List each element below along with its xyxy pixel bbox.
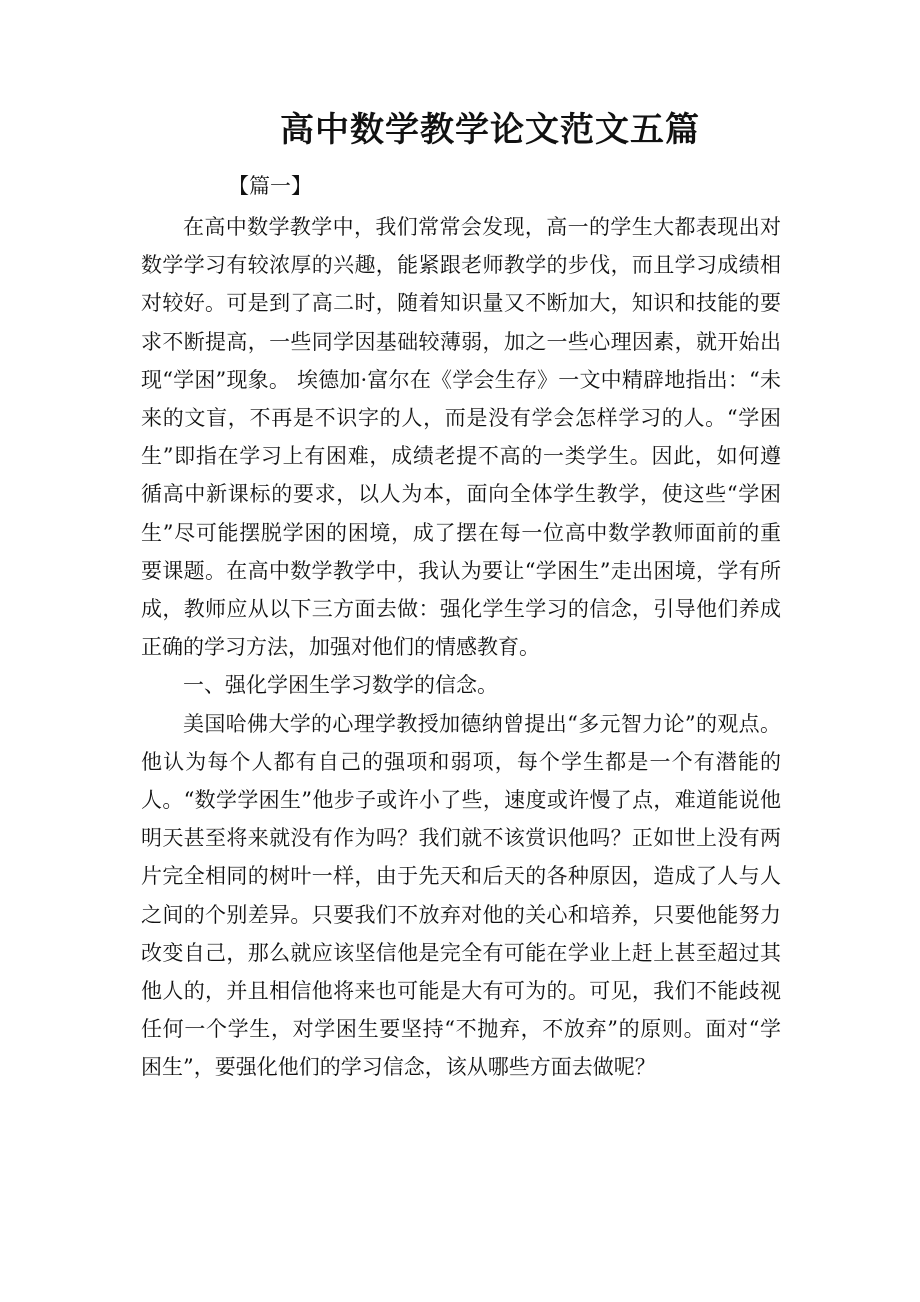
body-paragraph-belief: 美国哈佛大学的心理学教授加德纳曾提出“多元智力论”的观点。他认为每个人都有自己的强项和弱项，每个学生都是一个有潜能的人。“数学学困生”他步子或许小了些，速度或许慢了点，难道能说他明天甚至将来就没有作为吗？我们就不该赏识他吗？正如世上没有两片完全相同的树叶一样，由于先天和后天的各种原因，造成了人与人之间的个别差异。只要我们不放弃对他的关心和培养，只要他能努力改变自己，那么就应该坚信他是完全有可能在学业上赶上甚至超过其他人的，并且相信他将来也可能是大有可为的。可见，我们不能歧视任何一个学生，对学困生要坚持“不抛弃，不放弃”的原则。面对“学困生”，要强化他们的学习信念，该从哪些方面去做呢？ — [141, 711, 781, 1080]
subheading-belief: 一、强化学困生学习数学的信念。 — [183, 673, 498, 698]
document-body — [141, 208, 781, 1087]
document-title: 高中数学教学论文范文五篇 — [280, 110, 700, 150]
body-paragraph-intro: 在高中数学教学中，我们常常会发现，高一的学生大都表现出对数学学习有较浓厚的兴趣，能紧跟老师教学的步伐，而且学习成绩相对较好。可是到了高二时，随着知识量又不断加大，知识和技能的要求不断提高，一些同学因基础较薄弱，加之一些心理因素，就开始出现“学困”现象。 埃德加·富尔在《学会生存》一文中精辟地指出：“未来的文盲，不再是不识字的人，而是没有学会怎样学习的人。“学困生”即指在学习上有困难，成绩老提不高的一类学生。因此，如何遵循高中新课标的要求，以人为本，面向全体学生教学，使这些“学困生”尽可能摆脱学困的困境，成了摆在每一位高中数学教师面前的重要课题。在高中数学教学中，我认为要让“学困生”走出困境，学有所成，教师应从以下三方面去做：强化学生学习的信念，引导他们养成正确的学习方法，加强对他们的情感教育。 — [141, 215, 781, 660]
section-heading: 【篇一】 — [228, 174, 312, 198]
